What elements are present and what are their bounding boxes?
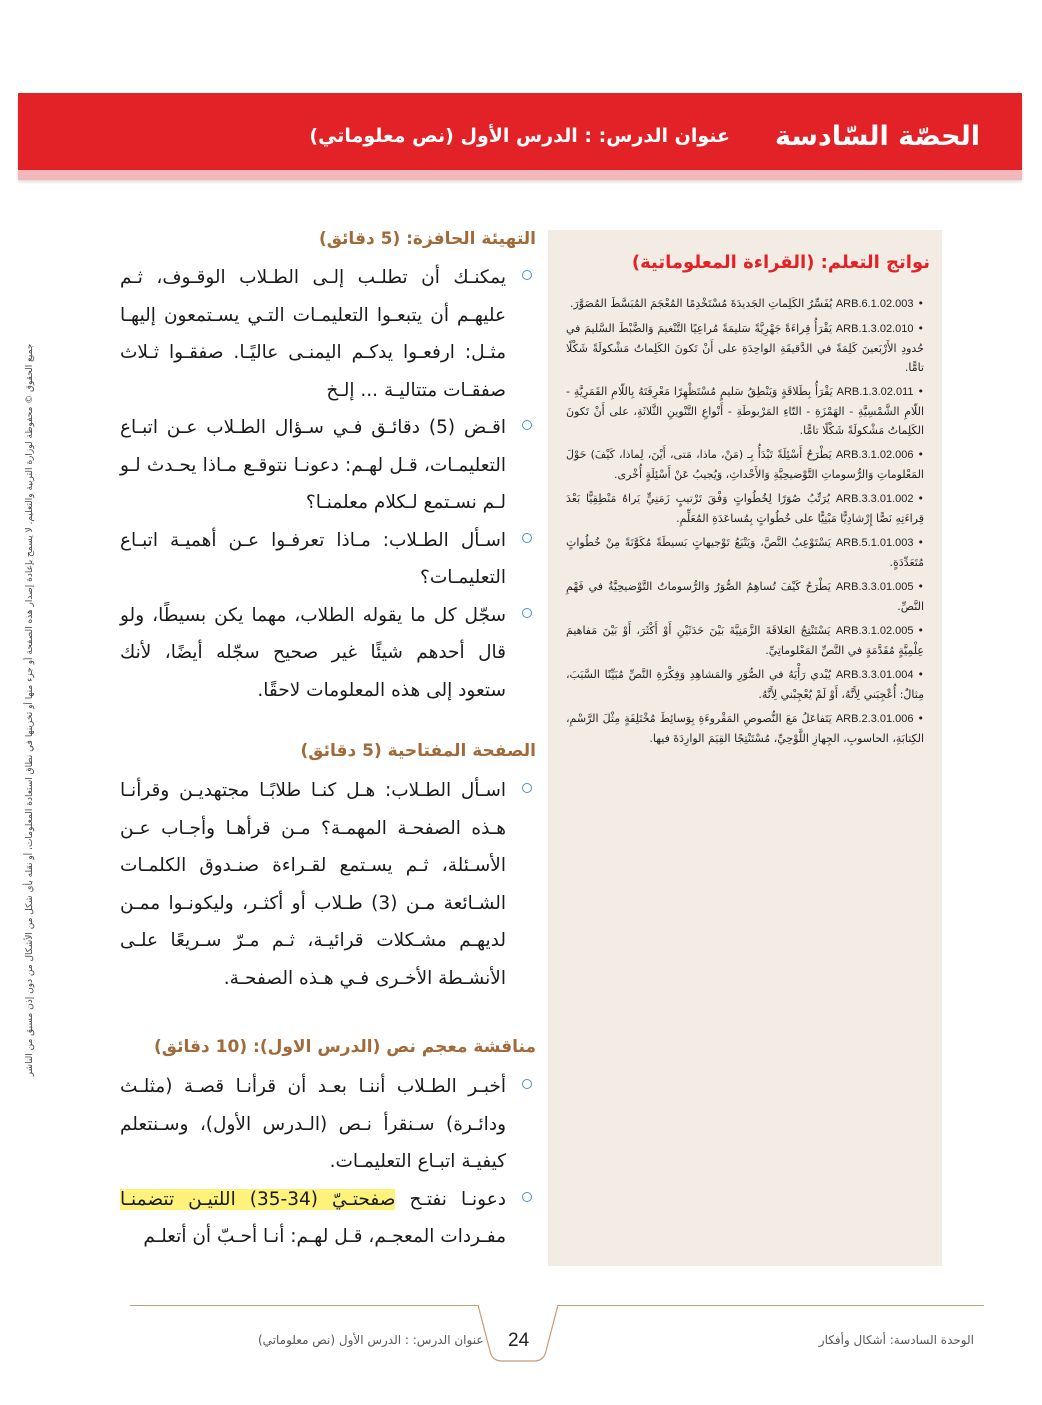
outcome-item: •ARB.3.1.02.006 يَطْرَحُ أَسْئِلَةً تَبْدَأُ بِـ (مَنْ، ماذا، مَتى، أَيْنَ، لِماذا، كَيْفَ) حَوْلَ المَعْلوماتِ وَالرُّسوماتِ التَّوْضيحِيَّةِ وَالأَحْداثِ، وَيُجيبُ عَنْ أَسْئِلَةٍ أُخْرى. <box>566 448 924 481</box>
discussion-item-text: مفـردات المعجـم، قـل لهـم: أنـا أحـبّ أن أتعلـم <box>143 1226 506 1247</box>
outcome-code: ARB.5.1.01.003 <box>835 537 914 549</box>
discussion-item-text: أخبـر الطـلاب أننـا بعـد أن قرأنـا قصـة (مثلـث ودائـرة) سـنقرأ نـص (الـدرس الأول)، وسـنتعلم كيفيـة اتبـاع التعليمـات. <box>120 1076 506 1172</box>
outcome-item: •ARB.2.3.01.006 يَتَفاعَلُ مَعَ النُّصوصِ المَقْروءَةِ بِوَسائِطَ مُخْتَلِفَةٍ مِثْلَ الرَّسْمِ، الكِتابَةِ، الحاسوبِ، الجِهازِ اللَّوْحِيِّ، مُسْتَنْتِجًا القِيَمَ الوارِدَةَ فيها. <box>566 712 925 745</box>
warmup-item <box>120 597 534 710</box>
discussion-heading: مناقشة معجم نص (الدرس الاول): (10 دقائق) <box>154 1037 536 1057</box>
outcome-code: ARB.3.3.01.005 <box>835 581 914 593</box>
outcome-code: ARB.3.1.02.005 <box>835 625 914 637</box>
bullet-circle-icon <box>522 420 532 430</box>
discussion-item <box>120 1068 534 1181</box>
bullet-circle-icon <box>522 270 532 280</box>
outcome-text: يَسْتَنْتِجُ العَلاقَةَ الزَّمَنِيَّةَ بَيْنَ حَدَثَيْنِ أَوْ أَكْثَرَ، أَوْ بَيْنَ مَفاهيمَ عِلْمِيَّةٍ مُقَدَّمَةٍ في النَّصِّ المَعْلوماتِيِّ. <box>566 624 924 657</box>
outcome-item: •ARB.1.3.02.011 يَقْرَأُ بِطَلاقَةٍ وَيَنْطِقُ سَليمٍ مُسْتَظْهِرًا مَعْرِفَتَهُ بِاللّامِ القَمَرِيَّةِ - اللّامِ الشَّمْسِيَّةِ - الهَمْزَةِ - التّاءِ المَرْبوطَةِ - أَنْواعِ التَّنْوينِ الثَّلاثَةِ، على أَنْ تَكونَ الكَلِماتُ مَشْكولَةً شَكْلًا تامًّا. <box>566 385 925 437</box>
outcome-item: •ARB.3.3.01.005 يَطْرَحُ كَيْفَ تُساهِمُ الصُّوَرُ وَالرُّسوماتُ التَّوْضيحِيَّةُ في فَهْمِ النَّصِّ. <box>566 580 924 613</box>
keypage-heading: الصفحة المفتاحية (5 دقائق) <box>300 741 536 761</box>
header-banner-strip <box>18 170 1022 180</box>
discussion-list <box>120 1068 534 1256</box>
outcome-text: يَقْرَأُ قِراءَةً جَهْرِيَّةً سَليمَةً مُراعِيًا التَّنْغيمَ وَالضَّبْطَ السَّليمَ في حُدودِ الأَرْبَعينَ كَلِمَةً في الدَّقيقَةِ الواحِدَةِ على أَنْ تَكونَ الكَلِماتُ مَشْكولَةً شَكْلًا تامًّا. <box>566 322 924 374</box>
keypage-list <box>120 772 534 997</box>
discussion-item-text: دعونـا نفتـح <box>395 1188 506 1210</box>
highlighted-text: صفحتـيّ (34-35) اللتيـن تتضمنـا <box>120 1188 396 1210</box>
outcome-text: يَطْرَحُ كَيْفَ تُساهِمُ الصُّوَرُ وَالرُّسوماتُ التَّوْضيحِيَّةُ في فَهْمِ النَّصِّ. <box>566 580 924 613</box>
outcome-text: يُرَتِّبُ صُوَرًا لِخُطُواتٍ وَفْقَ تَرْتيبٍ زَمَنِيٍّ يَراهُ مَنْطِقِيًّا بَعْدَ قِراءَتِهِ نَصًّا إِرْشادِيًّا مَبْنِيًّا على خُطُواتٍ بِمُساعَدَةِ المُعَلِّمِ. <box>566 492 924 525</box>
outcome-text: يَسْتَوْعِبُ النَّصَّ، وَيَتْبَعُ تَوْجيهاتٍ بَسيطَةً مُكَوَّنَةً مِنْ خُطُواتٍ مُتَعَدِّدَةٍ. <box>566 536 924 569</box>
warmup-item-text: سجّل كل ما يقوله الطلاب، مهما يكن بسيطًا، ولو قال أحدهم شيئًا غير صحيح سجّله أيضًا، لأنك ستعود إلى هذه المعلومات لاحقًا. <box>120 604 506 701</box>
outcome-code: ARB.1.3.02.010 <box>835 323 914 335</box>
outcome-code: ARB.1.3.02.011 <box>836 386 914 398</box>
copyright-text: جميع الحقوق © محفوظة لوزارة التربية والتعليم. لا يسمح بإعادة إصدار هذه الصفحة أو جزء منها أو تخزينها في نطاق استعادة المعلومات، أو نقله بأي شكل من الأشكال من دون إذن مسبق من الناشر <box>25 343 35 1077</box>
copyright-side-note <box>20 300 40 1120</box>
keypage-item <box>120 772 534 997</box>
warmup-item-text: اقـض (5) دقائـق فـي سـؤال الطـلاب عـن اتبـاع التعليمـات، قـل لهـم: دعونـا نتوقـع مـاذا يحـدث لـو لـم نسـتمع لـكلام معلمنـا؟ <box>120 417 507 513</box>
bullet-circle-icon <box>522 1192 532 1202</box>
outcome-code: ARB.3.3.01.002 <box>835 493 914 505</box>
outcome-item: •ARB.3.3.01.002 يُرَتِّبُ صُوَرًا لِخُطُواتٍ وَفْقَ تَرْتيبٍ زَمَنِيٍّ يَراهُ مَنْطِقِيًّا بَعْدَ قِراءَتِهِ نَصًّا إِرْشادِيًّا مَبْنِيًّا على خُطُواتٍ بِمُساعَدَةِ المُعَلِّمِ. <box>566 492 924 525</box>
outcome-text: يَطْرَحُ أَسْئِلَةً تَبْدَأُ بِـ (مَنْ، ماذا، مَتى، أَيْنَ، لِماذا، كَيْفَ) حَوْلَ المَعْلوماتِ وَالرُّسوماتِ التَّوْضيحِيَّةِ وَالأَحْداثِ، وَيُجيبُ عَنْ أَسْئِلَةٍ أُخْرى. <box>566 448 924 481</box>
warmup-item <box>120 409 534 522</box>
warmup-heading: التهيئة الحافزة: (5 دقائق) <box>318 229 536 249</box>
learning-outcomes-title: نواتج التعلم: (القراءة المعلوماتية) <box>631 252 930 273</box>
bullet-circle-icon <box>522 783 532 793</box>
footer-unit-title: الوحدة السادسة: أشكال وأفكار <box>818 1333 974 1347</box>
outcome-text: يَتَفاعَلُ مَعَ النُّصوصِ المَقْروءَةِ بِوَسائِطَ مُخْتَلِفَةٍ مِثْلَ الرَّسْمِ، الكِتابَةِ، الحاسوبِ، الجِهازِ اللَّوْحِيِّ، مُسْتَنْتِجًا القِيَمَ الوارِدَةَ فيها. <box>566 712 924 745</box>
outcome-item: •ARB.1.3.02.010 يَقْرَأُ قِراءَةً جَهْرِيَّةً سَليمَةً مُراعِيًا التَّنْغيمَ وَالضَّبْطَ السَّليمَ في حُدودِ الأَرْبَعينَ كَلِمَةً في الدَّقيقَةِ الواحِدَةِ على أَنْ تَكونَ الكَلِماتُ مَشْكولَةً شَكْلًا تامًّا. <box>566 322 924 374</box>
warmup-list <box>120 259 534 709</box>
outcome-item: •ARB.3.1.02.005 يَسْتَنْتِجُ العَلاقَةَ الزَّمَنِيَّةَ بَيْنَ حَدَثَيْنِ أَوْ أَكْثَرَ، أَوْ بَيْنَ مَفاهيمَ عِلْمِيَّةٍ مُقَدَّمَةٍ في النَّصِّ المَعْلوماتِيِّ. <box>566 624 925 657</box>
warmup-item-text: اسـأل الطـلاب: مـاذا تعرفـوا عـن أهميـة اتبـاع التعليمـات؟ <box>120 529 506 588</box>
footer-divider-right <box>558 1305 984 1306</box>
page-number: 24 <box>508 1330 530 1351</box>
outcome-code: ARB.3.3.01.004 <box>835 669 914 681</box>
outcome-text: يَقْرَأُ بِطَلاقَةٍ وَيَنْطِقُ سَليمٍ مُسْتَظْهِرًا مَعْرِفَتَهُ بِاللّامِ القَمَرِيَّةِ - اللّامِ الشَّمْسِيَّةِ - الهَمْزَةِ - التّاءِ المَرْبوطَةِ - أَنْواعِ التَّنْوينِ الثَّلاثَةِ، على أَنْ تَكونَ الكَلِماتُ مَشْكولَةً شَكْلًا تامًّا. <box>566 385 924 437</box>
outcome-item: •ARB.5.1.01.003 يَسْتَوْعِبُ النَّصَّ، وَيَتْبَعُ تَوْجيهاتٍ بَسيطَةً مُكَوَّنَةً مِنْ خُطُواتٍ مُتَعَدِّدَةٍ. <box>566 536 925 569</box>
bullet-circle-icon <box>522 608 532 618</box>
lesson-title: عنوان الدرس: : الدرس الأول (نص معلوماتي) <box>309 125 730 147</box>
outcome-code: ARB.2.3.01.006 <box>835 713 914 725</box>
warmup-item <box>120 259 534 409</box>
outcome-code: ARB.6.1.02.003 <box>835 298 914 310</box>
bullet-circle-icon <box>522 1079 532 1089</box>
footer-divider-left <box>130 1305 478 1306</box>
outcome-text: يُفَسِّرُ الكَلِماتِ الجَديدَةَ مُسْتَخْدِمًا المُعْجَمَ المُبَسَّطَ المُصَوَّرَ. <box>569 297 833 310</box>
warmup-item <box>120 522 534 597</box>
discussion-item <box>120 1181 534 1256</box>
outcome-text: يُبْدي رَأْيَهُ في الصُّوَرِ وَالمَشاهِدِ وَفِكْرَةِ النَّصِّ مُبَيِّنًا السَّبَبَ، مِثالٌ: أُعْجِبَني لِأَنَّهُ، أَوْ لَمْ يُعْجِبْني لِأَنَّهُ. <box>566 668 924 701</box>
outcome-code: ARB.3.1.02.006 <box>835 449 914 461</box>
learning-outcomes-list <box>566 294 924 753</box>
session-title: الحصّة السّادسة <box>774 121 980 152</box>
outcome-item: •ARB.6.1.02.003 يُفَسِّرُ الكَلِماتِ الجَديدَةَ مُسْتَخْدِمًا المُعْجَمَ المُبَسَّطَ المُصَوَّرَ. <box>569 297 924 310</box>
keypage-item-text: اسـأل الطـلاب: هـل كنـا طلابًـا مجتهديـن وقرأنـا هـذه الصفحـة المهمـة؟ مـن قرأهـا وأجـاب عـن الأسـئلة، ثـم يسـتمع لقـراءة صنـدوق الكلمـات الشـائعة مـن (3) طـلاب أو أكثـر، وليكونـوا ممـن لديهـم مشـكلات قرائيـة، ثـم مـرّ سـريعًا علـى الأنشـطة الأخـرى فـي هـذه الصفحـة. <box>120 780 506 989</box>
outcome-item: •ARB.3.3.01.004 يُبْدي رَأْيَهُ في الصُّوَرِ وَالمَشاهِدِ وَفِكْرَةِ النَّصِّ مُبَيِّنًا السَّبَبَ، مِثالٌ: أُعْجِبَني لِأَنَّهُ، أَوْ لَمْ يُعْجِبْني لِأَنَّهُ. <box>566 668 925 701</box>
warmup-item-text: يمكنـك أن تطلـب إلـى الطـلاب الوقـوف، ثـم عليهـم أن يتبعـوا التعليمـات التـي يسـتمعون إليهـا مثـل: ارفعـوا يدكـم اليمنـى عاليًـا. صفقـوا ثـلاث صفقـات متتاليـة ... إلـخ <box>120 267 506 401</box>
bullet-circle-icon <box>522 533 532 543</box>
footer-lesson-title: عنوان الدرس: : الدرس الأول (نص معلوماتي) <box>258 1333 484 1347</box>
